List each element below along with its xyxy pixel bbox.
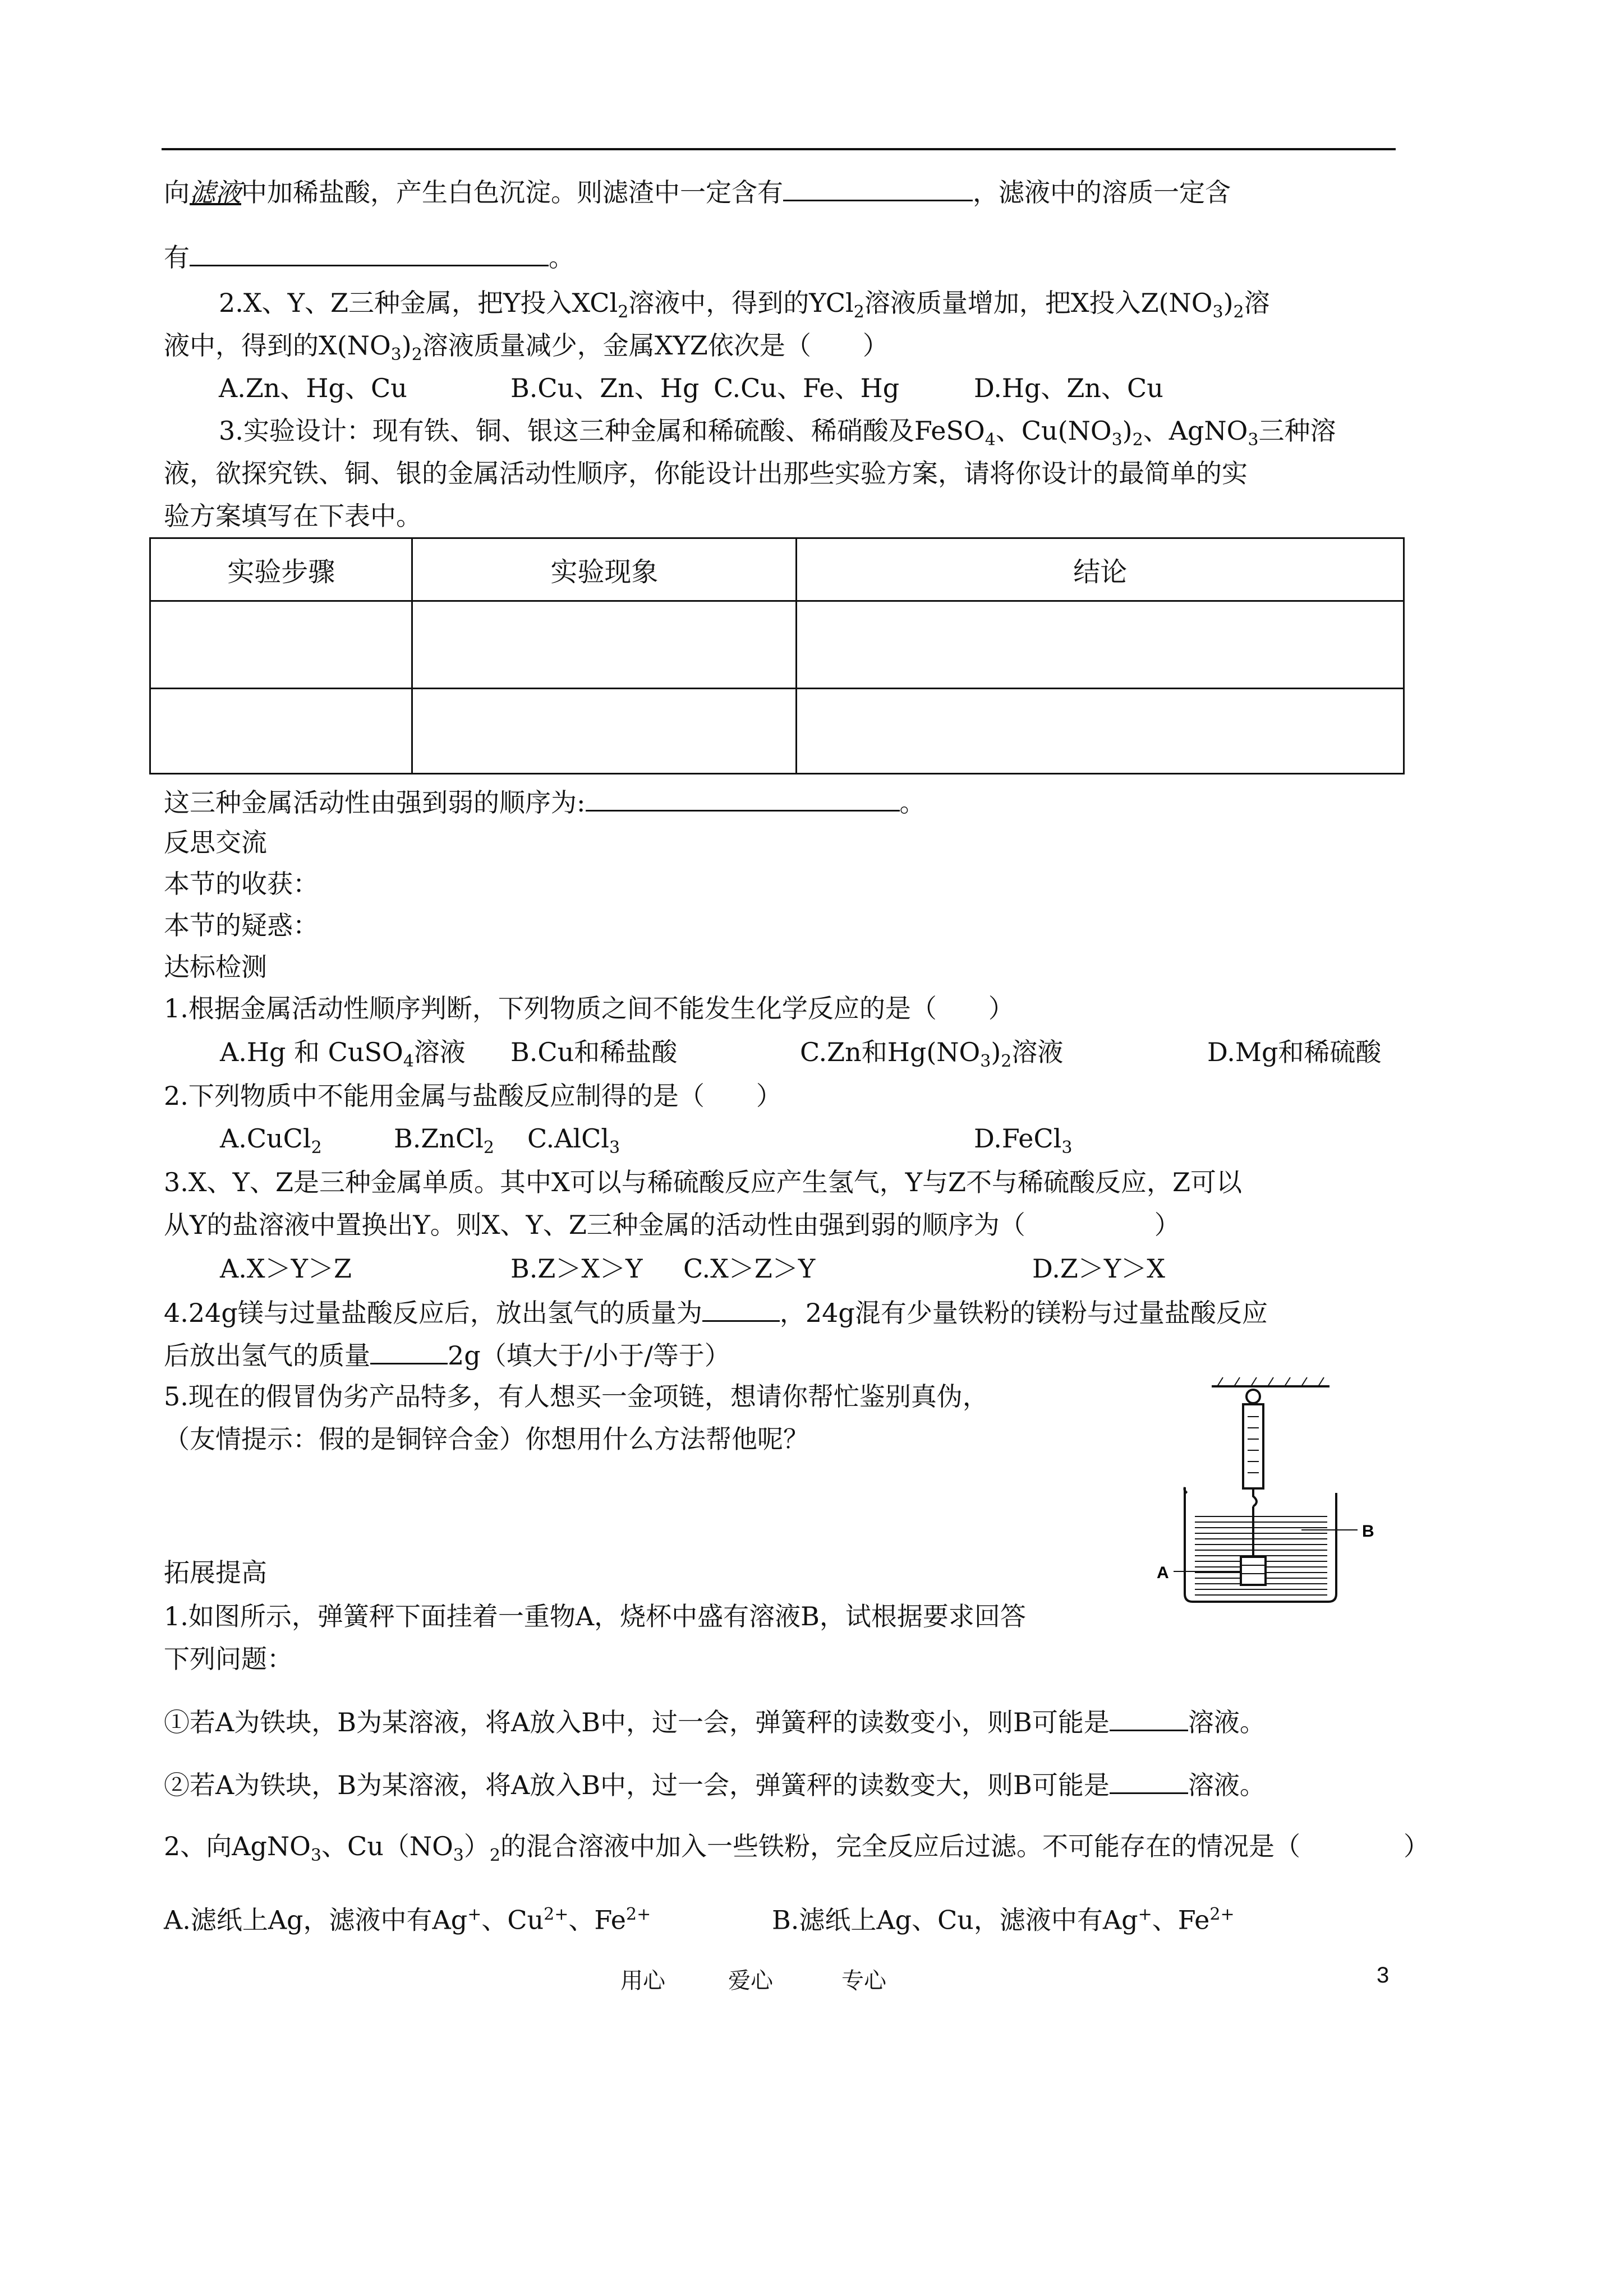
subscript: 4 xyxy=(403,1052,414,1072)
subscript: 3 xyxy=(390,345,402,365)
q2-text: 溶液质量增加，把X投入Z(NO xyxy=(864,288,1213,318)
header-rule xyxy=(162,148,1396,150)
test-q2-opt-c xyxy=(527,1122,620,1165)
option-text: 、Fe xyxy=(1152,1905,1210,1935)
q3-text: ) xyxy=(1122,416,1133,446)
subscript: 3 xyxy=(310,1846,321,1866)
reflect-title: 反思交流 xyxy=(164,827,267,857)
answer-blank[interactable] xyxy=(190,240,549,266)
test-q2-stem: 2.下列物质中不能用金属与盐酸反应制得的是（ ） xyxy=(164,1081,782,1111)
q2-opt-b: B.Cu、Zn、Hg xyxy=(510,373,700,403)
header-phenomena: 实验现象 xyxy=(412,538,797,601)
extend-q1-sub2 xyxy=(164,1768,1266,1802)
q2-stem-text: 2、向AgNO xyxy=(164,1831,311,1861)
table-cell[interactable] xyxy=(150,689,412,774)
order-text: 这三种金属活动性由强到弱的顺序为: xyxy=(164,787,586,818)
subscript: 3 xyxy=(1061,1138,1073,1158)
subscript: 2 xyxy=(311,1138,322,1158)
subscript: 3 xyxy=(609,1138,620,1158)
q4-text: ，24g混有少量铁粉的镁粉与过量盐酸反应 xyxy=(779,1298,1268,1328)
extend-q1-line2: 下列问题： xyxy=(164,1644,293,1674)
option-text: C.AlCl xyxy=(527,1123,610,1154)
page-number: 3 xyxy=(1377,1963,1390,1988)
q3-text: 三种溶 xyxy=(1258,416,1336,446)
order-line xyxy=(164,785,926,819)
option-text: C.Zn和Hg(NO xyxy=(800,1037,981,1067)
subscript: 2 xyxy=(853,302,864,322)
test-q1-stem: 1.根据金属活动性顺序判断，下列物质之间不能发生化学反应的是（ ） xyxy=(164,993,1014,1023)
weight-a xyxy=(1241,1557,1266,1585)
q3-text: 、Cu(NO xyxy=(995,416,1112,446)
q2-stem-text: 、Cu（NO xyxy=(321,1831,453,1861)
table-row xyxy=(150,689,1404,774)
q2-text: 溶液中，得到的YCl xyxy=(628,288,854,318)
answer-blank[interactable] xyxy=(702,1295,780,1322)
answer-blank[interactable] xyxy=(370,1338,448,1364)
q2-stem-text: ） xyxy=(463,1831,490,1861)
spring-scale xyxy=(1243,1390,1263,1557)
table-cell[interactable] xyxy=(412,601,797,689)
test-q3-opt-a: A.X＞Y＞Z xyxy=(220,1253,352,1284)
answer-blank[interactable] xyxy=(783,175,973,201)
sub-question-text: ②若A为铁块，B为某溶液，将A放入B中，过一会，弹簧秤的读数变大，则B可能是 xyxy=(164,1770,1110,1800)
q1-cont-line2 xyxy=(164,240,574,274)
test-q3-line1: 3.X、Y、Z是三种金属单质。其中X可以与稀硫酸反应产生氢气，Y与Z不与稀硫酸反应，Z可以 xyxy=(164,1167,1243,1197)
superscript: + xyxy=(1138,1905,1152,1924)
q2-opt-a: A.Zn、Hg、Cu xyxy=(219,373,407,403)
spring-scale-figure xyxy=(1133,1372,1402,1607)
table-cell[interactable] xyxy=(150,601,412,689)
order-text: 。 xyxy=(899,787,926,818)
q2-text: ) xyxy=(401,330,412,361)
extend-title: 拓展提高 xyxy=(164,1557,267,1588)
q1-cont-line1 xyxy=(164,175,1231,209)
subscript: 3 xyxy=(980,1052,991,1072)
q1-pre: 向 xyxy=(164,177,190,208)
q2-line2 xyxy=(164,329,889,372)
superscript: 2+ xyxy=(626,1905,651,1924)
answer-blank[interactable] xyxy=(1110,1705,1188,1731)
option-text: B.ZnCl xyxy=(394,1123,484,1154)
test-q5-line2: （友情提示：假的是铜锌合金）你想用什么方法帮他呢？ xyxy=(164,1424,809,1454)
extend-q1-sub1 xyxy=(164,1705,1266,1739)
test-q3-line2: 从Y的盐溶液中置换出Y。则X、Y、Z三种金属的活动性由强到弱的顺序为（ ） xyxy=(164,1210,1180,1240)
q1-post: ，滤液中的溶质一定含 xyxy=(973,177,1231,208)
q4-text: 4.24g镁与过量盐酸反应后，放出氢气的质量为 xyxy=(164,1298,702,1328)
sub-question-text: 溶液。 xyxy=(1188,1707,1266,1737)
reflect-gain: 本节的收获： xyxy=(164,869,319,899)
option-text: B.滤纸上Ag、Cu，滤液中有Ag xyxy=(772,1905,1138,1935)
subscript: 4 xyxy=(984,430,996,450)
subscript: 3 xyxy=(1111,430,1122,450)
option-text: A.滤纸上Ag，滤液中有Ag xyxy=(164,1905,468,1935)
q2-line1 xyxy=(219,286,1270,329)
test-q3-opt-d: D.Z＞Y＞X xyxy=(1032,1253,1165,1284)
option-text: 溶液 xyxy=(413,1037,466,1067)
test-q3-opt-c: C.X＞Z＞Y xyxy=(683,1253,816,1284)
test-q2-opt-b xyxy=(394,1122,494,1165)
extend-q2-opt-b xyxy=(772,1898,1235,1937)
q4-text: 2g（填大于/小于/等于） xyxy=(448,1340,730,1371)
test-q5-line1: 5.现在的假冒伪劣产品特多，有人想买一金项链，想请你帮忙鉴别真伪， xyxy=(164,1381,988,1412)
option-text: 溶液 xyxy=(1011,1037,1064,1067)
sub-question-text: ①若A为铁块，B为某溶液，将A放入B中，过一会，弹簧秤的读数变小，则B可能是 xyxy=(164,1707,1110,1737)
test-title: 达标检测 xyxy=(164,952,267,982)
extend-q1-line1: 1.如图所示，弹簧秤下面挂着一重物A，烧杯中盛有溶液B，试根据要求回答 xyxy=(164,1601,1026,1631)
answer-blank[interactable] xyxy=(1110,1768,1188,1794)
table-row xyxy=(150,601,1404,689)
option-text: ) xyxy=(991,1037,1001,1067)
q2-text: ) xyxy=(1223,288,1234,318)
superscript: 2+ xyxy=(1209,1905,1235,1924)
option-text: D.FeCl xyxy=(974,1123,1062,1154)
test-q4-line1 xyxy=(164,1295,1268,1330)
q2-text: 溶液质量减少，金属XYZ依次是（ ） xyxy=(422,330,889,361)
q3-line1 xyxy=(219,414,1336,457)
test-q1-opt-b: B.Cu和稀盐酸 xyxy=(510,1037,678,1067)
reflect-doubt: 本节的疑惑： xyxy=(164,910,319,940)
subscript: 2 xyxy=(1233,302,1244,322)
sub-question-text: 溶液。 xyxy=(1188,1770,1266,1800)
header-conclusion: 结论 xyxy=(797,538,1404,601)
footer-motto-1: 用心 xyxy=(620,1968,665,1994)
answer-blank[interactable] xyxy=(586,785,900,812)
footer-motto-3: 专心 xyxy=(841,1968,886,1994)
option-text: 、Fe xyxy=(568,1905,627,1935)
q3-text: 3.实验设计：现有铁、铜、银这三种金属和稀硫酸、稀硝酸及FeSO xyxy=(219,416,985,446)
subscript: 2 xyxy=(618,302,629,322)
footer-motto-2: 爱心 xyxy=(728,1968,773,1994)
q4-text: 后放出氢气的质量 xyxy=(164,1340,370,1371)
q1-line2-pre: 有 xyxy=(164,242,190,273)
q3-line3: 验方案填写在下表中。 xyxy=(164,501,422,531)
subscript: 3 xyxy=(1212,302,1223,322)
subscript: 2 xyxy=(1001,1052,1012,1072)
superscript: 2+ xyxy=(544,1905,569,1924)
q2-stem-text: 的混合溶液中加入一些铁粉，完全反应后过滤。不可能存在的情况是（ ） xyxy=(500,1831,1429,1861)
subscript: 3 xyxy=(1248,430,1259,450)
test-q2-opt-d xyxy=(974,1122,1073,1165)
subscript: 2 xyxy=(411,345,422,365)
table-cell[interactable] xyxy=(412,689,797,774)
label-b: B xyxy=(1362,1522,1374,1541)
table-cell[interactable] xyxy=(797,689,1404,774)
option-text: 、Cu xyxy=(481,1905,544,1935)
superscript: + xyxy=(467,1905,482,1924)
q2-text: 2.X、Y、Z三种金属，把Y投入XCl xyxy=(219,288,618,318)
extend-q2-opt-a xyxy=(164,1898,651,1937)
subscript: 3 xyxy=(453,1846,464,1866)
ceiling-support xyxy=(1212,1377,1329,1386)
extend-q2-stem xyxy=(164,1829,1429,1873)
q3-line2: 液，欲探究铁、铜、银的金属活动性顺序，你能设计出那些实验方案，请将你设计的最简单的实 xyxy=(164,458,1248,488)
test-q3-opt-b: B.Z＞X＞Y xyxy=(510,1253,643,1284)
test-q1-opt-a xyxy=(220,1035,466,1078)
test-q4-line2 xyxy=(164,1338,730,1372)
test-q1-opt-d: D.Mg和稀硫酸 xyxy=(1207,1037,1382,1067)
subscript: 2 xyxy=(489,1846,500,1866)
q2-opt-c: C.Cu、Fe、Hg xyxy=(714,373,900,403)
option-text: A.Hg 和 CuSO xyxy=(220,1037,403,1067)
table-cell[interactable] xyxy=(797,601,1404,689)
subscript: 2 xyxy=(483,1138,495,1158)
table-header-row xyxy=(150,538,1404,601)
q1-mid: 中加稀盐酸，产生白色沉淀。则滤渣中一定含有 xyxy=(241,177,783,208)
label-a: A xyxy=(1157,1564,1169,1582)
q2-text: 液中，得到的X(NO xyxy=(164,330,391,361)
experiment-table xyxy=(149,537,1405,774)
q2-opt-d: D.Hg、Zn、Cu xyxy=(974,373,1163,403)
q2-text: 溶 xyxy=(1244,288,1270,318)
test-q2-opt-a xyxy=(220,1122,322,1165)
header-steps: 实验步骤 xyxy=(150,538,412,601)
q3-text: 、AgNO xyxy=(1143,416,1248,446)
subscript: 2 xyxy=(1132,430,1143,450)
q1-italic: 滤液 xyxy=(190,177,241,208)
test-q1-opt-c xyxy=(800,1035,1063,1078)
option-text: A.CuCl xyxy=(220,1123,311,1154)
q1-line2-post: 。 xyxy=(549,242,574,273)
